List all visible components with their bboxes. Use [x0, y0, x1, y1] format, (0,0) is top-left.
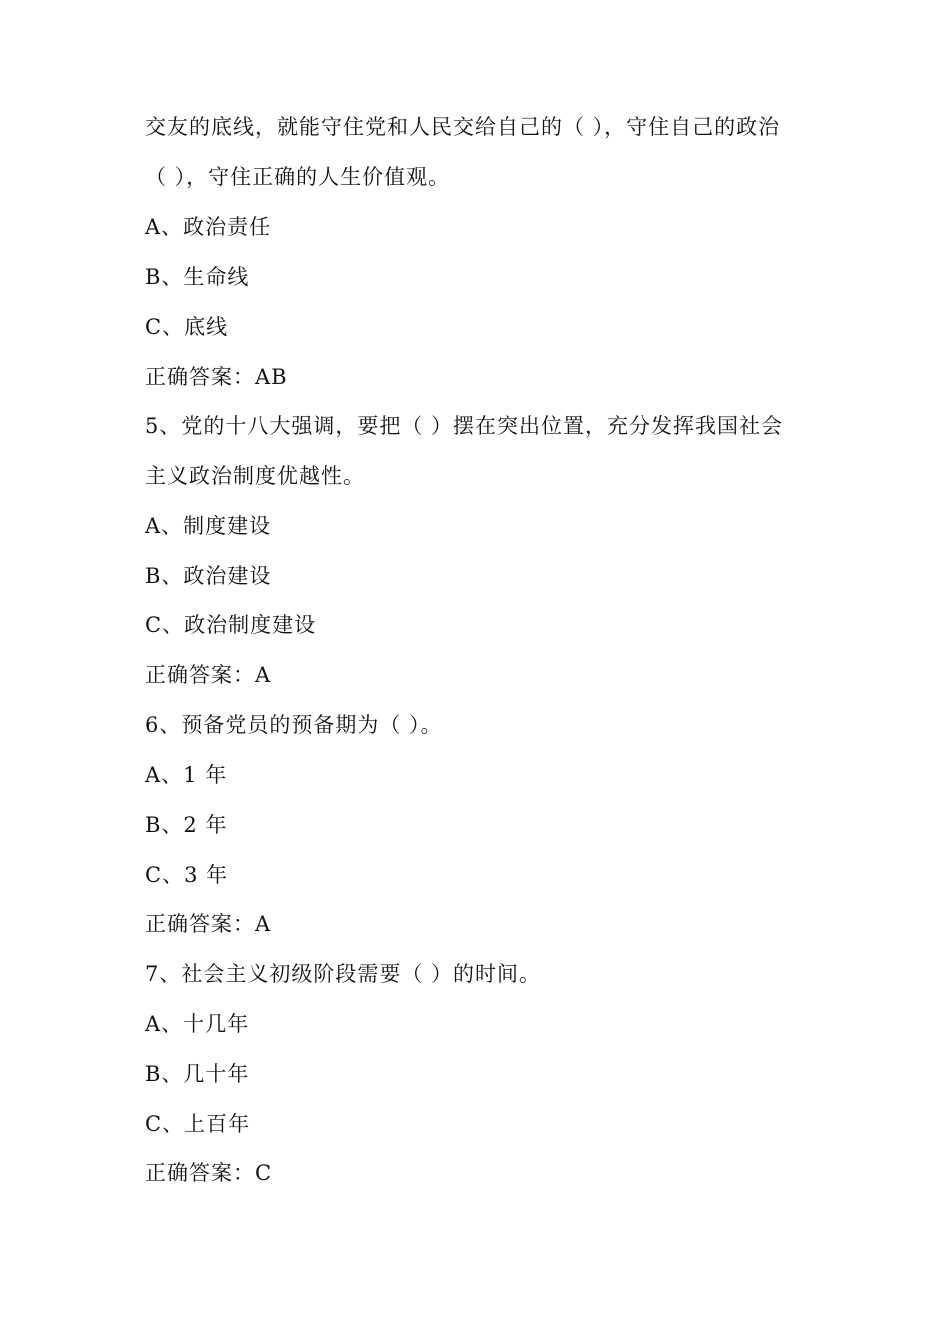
question-4-text-line-1: 交友的底线，就能守住党和人民交给自己的（ ），守住自己的政治 — [145, 115, 781, 139]
question-7-answer: 正确答案：C — [145, 1161, 273, 1185]
question-7-option-c: C、上百年 — [145, 1112, 251, 1136]
question-4-option-a: A、政治责任 — [145, 215, 272, 239]
question-6-option-c: C、3 年 — [145, 863, 229, 887]
question-6-option-a: A、1 年 — [145, 763, 228, 787]
question-7-text: 7、社会主义初级阶段需要（ ）的时间。 — [145, 962, 542, 986]
question-4-option-c: C、底线 — [145, 315, 229, 339]
question-6-answer: 正确答案：A — [145, 912, 272, 936]
question-4-text-line-2: （ ），守住正确的人生价值观。 — [145, 165, 451, 189]
question-5-text-line-1: 5、党的十八大强调，要把（ ）摆在突出位置，充分发挥我国社会 — [145, 414, 784, 438]
question-5-option-b: B、政治建设 — [145, 564, 272, 588]
question-5-option-c: C、政治制度建设 — [145, 613, 317, 637]
question-7-option-a: A、十几年 — [145, 1012, 250, 1036]
question-5-option-a: A、制度建设 — [145, 514, 272, 538]
question-7-option-b: B、几十年 — [145, 1062, 250, 1086]
question-4-answer: 正确答案：AB — [145, 365, 288, 389]
question-5-text-line-2: 主义政治制度优越性。 — [145, 464, 365, 488]
question-6-text: 6、预备党员的预备期为（ ）。 — [145, 713, 443, 737]
question-5-answer: 正确答案：A — [145, 663, 272, 687]
question-4-option-b: B、生命线 — [145, 265, 250, 289]
question-6-option-b: B、2 年 — [145, 813, 228, 837]
